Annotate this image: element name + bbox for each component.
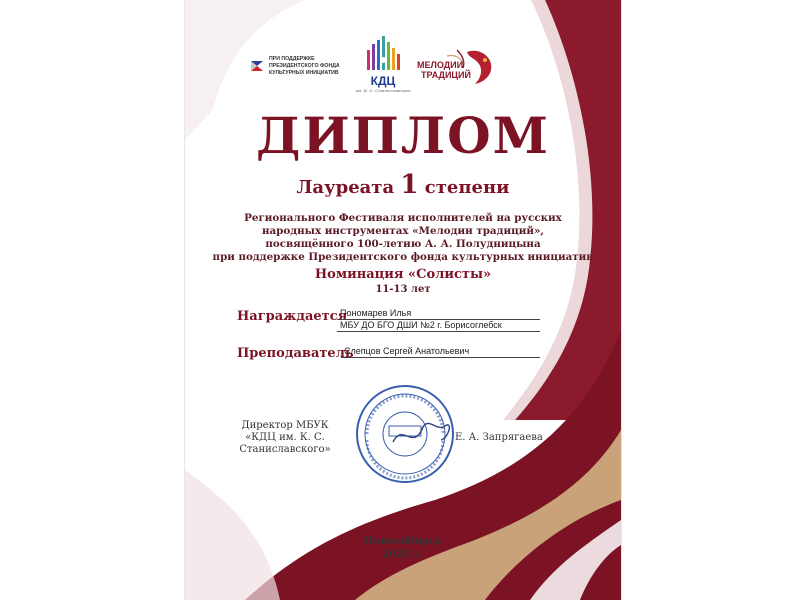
pfki-logo bbox=[249, 54, 353, 82]
teacher-name: Слепцов Сергей Анатольевич bbox=[341, 346, 540, 358]
kdc-logo bbox=[355, 36, 411, 96]
description-line: народных инструментах «Мелодии традиций», bbox=[261, 225, 545, 237]
diploma-title: ДИПЛОМ bbox=[255, 106, 551, 165]
kdc-bars-icon bbox=[363, 36, 403, 72]
degree-prefix: Лауреата bbox=[296, 177, 395, 198]
official-stamp bbox=[353, 382, 457, 486]
director-line-1: Директор МБУК bbox=[241, 420, 329, 431]
awarded-label: Награждается bbox=[237, 309, 348, 324]
degree-number: 1 bbox=[400, 170, 419, 200]
festival-description bbox=[185, 212, 621, 264]
city-year bbox=[185, 535, 621, 561]
description-line: Регионального Фестиваля исполнителей на русских bbox=[244, 212, 562, 224]
director-line-2: «КДЦ им. К. С. Станиславского» bbox=[239, 432, 331, 455]
pfki-line-3: КУЛЬТУРНЫХ ИНИЦИАТИВ bbox=[269, 70, 339, 76]
festival-line-2: ТРАДИЦИЙ bbox=[421, 70, 471, 80]
director-title bbox=[215, 420, 355, 456]
awarded-school: МБУ ДО БГО ДШИ №2 г. Борисоглебск bbox=[337, 320, 540, 332]
description-line: посвящённого 100-летию А. А. Полудницына bbox=[265, 238, 541, 250]
degree-suffix: степени bbox=[424, 177, 510, 198]
degree-line bbox=[185, 170, 621, 200]
description-line: при поддержке Президентского фонда культурных инициатив bbox=[212, 251, 594, 263]
city: Новосибирск bbox=[364, 536, 442, 547]
festival-logo bbox=[417, 46, 501, 90]
director-name: Е. А. Запрягаева bbox=[455, 432, 543, 443]
age-group: 11-13 лет bbox=[375, 284, 431, 295]
diploma-sheet bbox=[184, 0, 622, 600]
kdc-text: КДЦ bbox=[370, 74, 396, 88]
kdc-subtext: им. К. С. Станиславского bbox=[355, 88, 411, 93]
festival-line-1: МЕЛОДИИ bbox=[417, 60, 464, 70]
pfki-flag-icon bbox=[249, 58, 265, 74]
teacher-label: Преподаватель bbox=[237, 346, 354, 361]
pfki-line-2: ПРЕЗИДЕНТСКОГО ФОНДА bbox=[269, 63, 340, 69]
pfki-line-1: ПРИ ПОДДЕРЖКЕ bbox=[269, 56, 315, 62]
nomination: Номинация «Солисты» bbox=[314, 267, 492, 282]
year: 2025 г. bbox=[382, 549, 424, 560]
awarded-name: Пономарев Илья bbox=[337, 308, 540, 320]
